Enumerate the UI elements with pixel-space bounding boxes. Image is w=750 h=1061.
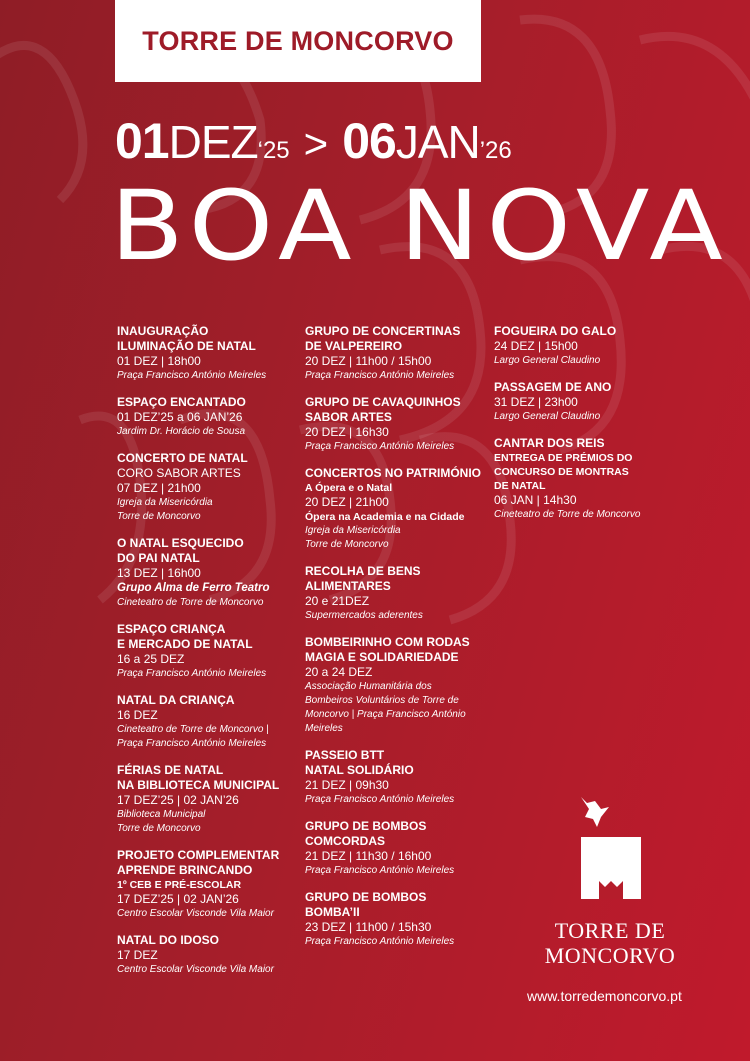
event-datetime: 07 DEZ | 21h00 [117,481,201,495]
event-title: DE VALPEREIRO [305,339,403,353]
event-datetime: 01 DEZ’25 a 06 JAN’26 [117,410,243,424]
event-item [305,890,495,949]
event-title: APRENDE BRINCANDO [117,863,253,877]
event-place: Biblioteca Municipal [117,809,206,820]
header-title: TORRE DE MONCORVO [142,25,454,56]
event-place: Praça Francisco António Meireles [305,794,455,805]
logo-name-line1: TORRE DE [554,918,666,943]
event-datetime: 17 DEZ’25 | 02 JAN’26 [117,892,239,906]
event-item [305,395,495,454]
logo-name-line2: MONCORVO [544,943,676,968]
event-datetime: 16 a 25 DEZ [117,652,185,666]
event-place: Jardim Dr. Horácio de Sousa [117,426,246,437]
event-place: Cineteatro de Torre de Moncorvo | [117,724,269,735]
event-title: E MERCADO DE NATAL [117,637,253,651]
end-day: 06 [342,113,396,169]
event-title: RECOLHA DE BENS [305,564,421,578]
event-title: CANTAR DOS REIS [494,436,605,450]
event-place: Largo General Claudino [494,355,601,366]
event-item [117,693,307,751]
event-item [117,763,307,836]
event-place: Torre de Moncorvo [117,823,201,834]
event-title: FÉRIAS DE NATAL [117,763,224,777]
event-title: INAUGURAÇÃO [117,324,209,338]
event-item [494,436,684,522]
event-name: BOA NOVA [110,170,730,282]
event-place: Igreja da Misericórdia [117,497,213,508]
event-item [305,748,495,807]
event-place: Moncorvo | Praça Francisco António [305,709,466,720]
event-item [305,819,495,878]
municipality-logo [540,795,680,968]
tower-bird-logo-icon [575,795,645,905]
event-note: DE NATAL [494,480,546,492]
event-place: Supermercados aderentes [305,610,423,621]
event-title: DO PAI NATAL [117,551,200,565]
event-note: 1º CEB E PRÉ-ESCOLAR [117,879,242,891]
event-place: Centro Escolar Visconde Vila Maior [117,908,274,919]
event-place: Cineteatro de Torre de Moncorvo [117,597,264,608]
event-title: NATAL DO IDOSO [117,933,219,947]
range-arrow: > [303,120,329,167]
events-column-3 [494,324,684,534]
event-title: PASSAGEM DE ANO [494,380,612,394]
event-place: Praça Francisco António Meireles [305,865,455,876]
event-place: Praça Francisco António Meireles [117,668,267,679]
event-title: CONCERTOS NO PATRIMÓNIO [305,466,482,480]
event-datetime: 06 JAN | 14h30 [494,493,577,507]
event-title: BOMBA’II [305,905,360,919]
end-month: JAN [395,116,480,168]
event-item [305,324,495,383]
event-item [117,395,307,439]
event-item [117,451,307,524]
event-note: ENTREGA DE PRÉMIOS DO [494,452,633,464]
event-datetime: 21 DEZ | 09h30 [305,778,389,792]
event-item [117,848,307,921]
header-title-box [115,0,481,82]
event-title: GRUPO DE CAVAQUINHOS [305,395,461,409]
event-title: CONCERTO DE NATAL [117,451,248,465]
event-place: Praça Francisco António Meireles [305,936,455,947]
event-title: ALIMENTARES [305,579,391,593]
event-place: Centro Escolar Visconde Vila Maior [117,964,274,975]
event-note: A Ópera e o Natal [305,482,393,494]
event-item [117,933,307,977]
start-day: 01 [115,113,169,169]
start-month: DEZ [168,116,258,168]
event-datetime: 24 DEZ | 15h00 [494,339,578,353]
event-place: Praça Francisco António Meireles [117,370,267,381]
event-title: PASSEIO BTT [305,748,385,762]
event-title: COMCORDAS [305,834,385,848]
event-place: Associação Humanitária dos [305,681,432,692]
event-datetime: 16 DEZ [117,708,158,722]
event-title: GRUPO DE BOMBOS [305,819,427,833]
event-title: FOGUEIRA DO GALO [494,324,617,338]
event-item [305,564,495,623]
event-item [494,380,684,424]
event-title: ILUMINAÇÃO DE NATAL [117,339,256,353]
event-title: BOMBEIRINHO COM RODAS [305,635,470,649]
event-item [305,466,495,552]
event-datetime: 17 DEZ [117,948,158,962]
event-place: Meireles [305,723,343,734]
event-title: NA BIBLIOTECA MUNICIPAL [117,778,280,792]
event-place: Torre de Moncorvo [117,511,201,522]
event-place: Bombeiros Voluntários de Torre de [305,695,459,706]
event-title: GRUPO DE BOMBOS [305,890,427,904]
event-title: ESPAÇO ENCANTADO [117,395,246,409]
event-datetime: 17 DEZ’25 | 02 JAN’26 [117,793,239,807]
event-subtitle: CORO SABOR ARTES [117,466,241,480]
end-year: ’26 [479,137,512,164]
event-title: ESPAÇO CRIANÇA [117,622,226,636]
event-item [305,635,495,736]
event-place: Praça Francisco António Meireles [117,738,267,749]
event-item [494,324,684,368]
event-place: Torre de Moncorvo [305,539,389,550]
event-datetime: 20 DEZ | 11h00 / 15h00 [305,354,432,368]
event-place: Igreja da Misericórdia [305,525,401,536]
event-title: NATAL SOLIDÁRIO [305,763,414,777]
event-title: SABOR ARTES [305,410,392,424]
event-title: MAGIA E SOLIDARIEDADE [305,650,459,664]
event-performer: Grupo Alma de Ferro Teatro [117,582,270,594]
events-column-1 [117,324,307,989]
event-datetime: 31 DEZ | 23h00 [494,395,578,409]
event-datetime: 23 DEZ | 11h00 / 15h30 [305,920,432,934]
event-title: PROJETO COMPLEMENTAR [117,848,280,862]
event-place: Largo General Claudino [494,411,601,422]
event-datetime: 20 e 21DEZ [305,594,370,608]
event-title: GRUPO DE CONCERTINAS [305,324,461,338]
event-place: Praça Francisco António Meireles [305,370,455,381]
event-place: Cineteatro de Torre de Moncorvo [494,509,641,520]
date-range [115,112,512,172]
event-title: NATAL DA CRIANÇA [117,693,235,707]
event-datetime: 21 DEZ | 11h30 / 16h00 [305,849,432,863]
event-note: Ópera na Academia e na Cidade [305,511,465,523]
start-year: ‘25 [257,137,290,164]
event-datetime: 20 DEZ | 21h00 [305,495,389,509]
event-item [117,622,307,681]
event-item [117,324,307,383]
event-note: CONCURSO DE MONTRAS [494,466,629,478]
website-link[interactable]: www.torredemoncorvo.pt [527,988,682,1004]
event-place: Praça Francisco António Meireles [305,441,455,452]
event-datetime: 01 DEZ | 18h00 [117,354,201,368]
event-title: O NATAL ESQUECIDO [117,536,244,550]
event-datetime: 20 a 24 DEZ [305,665,373,679]
event-datetime: 13 DEZ | 16h00 [117,566,201,580]
event-datetime: 20 DEZ | 16h30 [305,425,389,439]
events-column-2 [305,324,495,961]
event-item [117,536,307,610]
